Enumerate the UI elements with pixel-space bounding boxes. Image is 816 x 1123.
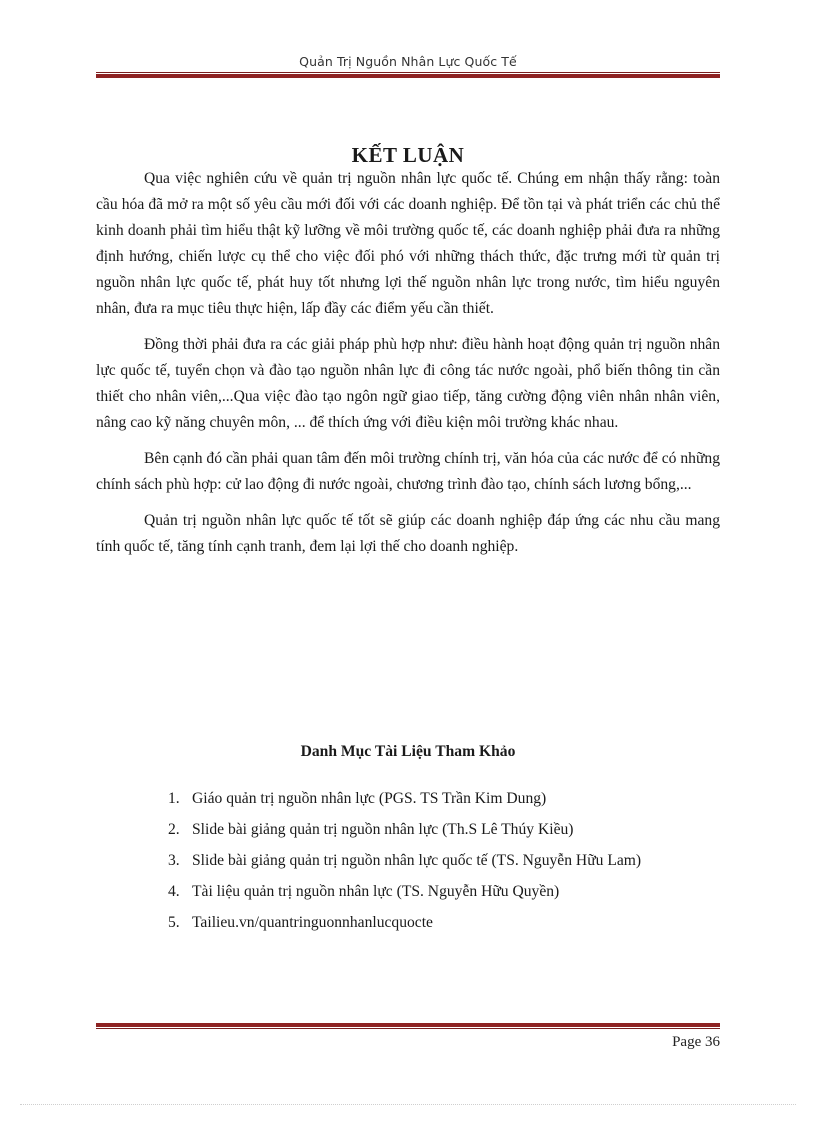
reference-text: Giáo quản trị nguồn nhân lực (PGS. TS Trần Kim Dung) xyxy=(192,790,547,807)
footer-rule xyxy=(96,1023,720,1029)
page-edge-divider xyxy=(20,1104,796,1105)
list-number: 4. xyxy=(168,883,180,900)
conclusion-body xyxy=(96,166,720,570)
page-title: KẾT LUẬN xyxy=(351,143,465,167)
reference-text: Tailieu.vn/quantringuonnhanlucquocte xyxy=(192,914,433,931)
paragraph: Quản trị nguồn nhân lực quốc tế tốt sẽ giúp các doanh nghiệp đáp ứng các nhu cầu mang tính quốc tế, tăng tính cạnh tranh, đem lại lợi thế cho doanh nghiệp. xyxy=(96,512,720,555)
paragraph: Qua việc nghiên cứu về quản trị nguồn nhân lực quốc tế. Chúng em nhận thấy rằng: toàn cầu hóa đã mở ra một số yêu cầu mới đối với các doanh nghiệp. Để tồn tại và phát triển các chủ thể kinh doanh phải tìm hiểu thật kỹ lưỡng về môi trường quốc tế, các doanh nghiệp phải đưa ra những định hướng, chiến lược cụ thể cho việc đối phó với những thách thức, đặc trưng mới từ quản trị nguồn nhân lực quốc tế, phát huy tốt nhưng lợi thế nguồn nhân lực trong nước, tìm hiểu nguyên nhân, đưa ra mục tiêu thực hiện, lấp đầy các điểm yếu cần thiết. xyxy=(96,170,720,317)
reference-text: Slide bài giảng quản trị nguồn nhân lực (Th.S Lê Thúy Kiều) xyxy=(192,821,574,838)
list-item xyxy=(168,912,641,943)
page-number: Page 36 xyxy=(672,1034,720,1050)
references-title: Danh Mục Tài Liệu Tham Khảo xyxy=(300,743,516,760)
paragraph: Đồng thời phải đưa ra các giải pháp phù hợp như: điều hành hoạt động quản trị nguồn nhân lực quốc tế, tuyển chọn và đào tạo nguồn nhân lực đi công tác nước ngoài, phổ biến thông tin cần thiết cho nhân viên,...Qua việc đào tạo ngôn ngữ giao tiếp, tăng cường động viên nhân nhân viên, nâng cao kỹ năng chuyên môn, ... để thích ứng với điều kiện môi trường khác nhau. xyxy=(96,336,720,431)
list-item xyxy=(168,788,641,819)
list-item xyxy=(168,819,641,850)
list-number: 2. xyxy=(168,821,180,838)
list-item xyxy=(168,850,641,881)
references-list xyxy=(168,788,641,943)
list-number: 5. xyxy=(168,914,180,931)
running-header: Quản Trị Nguồn Nhân Lực Quốc Tế xyxy=(299,54,517,69)
list-item xyxy=(168,881,641,912)
reference-text: Tài liệu quản trị nguồn nhân lực (TS. Nguyễn Hữu Quyền) xyxy=(192,883,560,900)
header-rule xyxy=(96,72,720,78)
list-number: 3. xyxy=(168,852,180,869)
reference-text: Slide bài giảng quản trị nguồn nhân lực quốc tế (TS. Nguyễn Hữu Lam) xyxy=(192,852,642,869)
paragraph: Bên cạnh đó cần phải quan tâm đến môi trường chính trị, văn hóa của các nước để có những chính sách phù hợp: cử lao động đi nước ngoài, chương trình đào tạo, chính sách lương bổng,... xyxy=(96,450,720,493)
list-number: 1. xyxy=(168,790,180,807)
